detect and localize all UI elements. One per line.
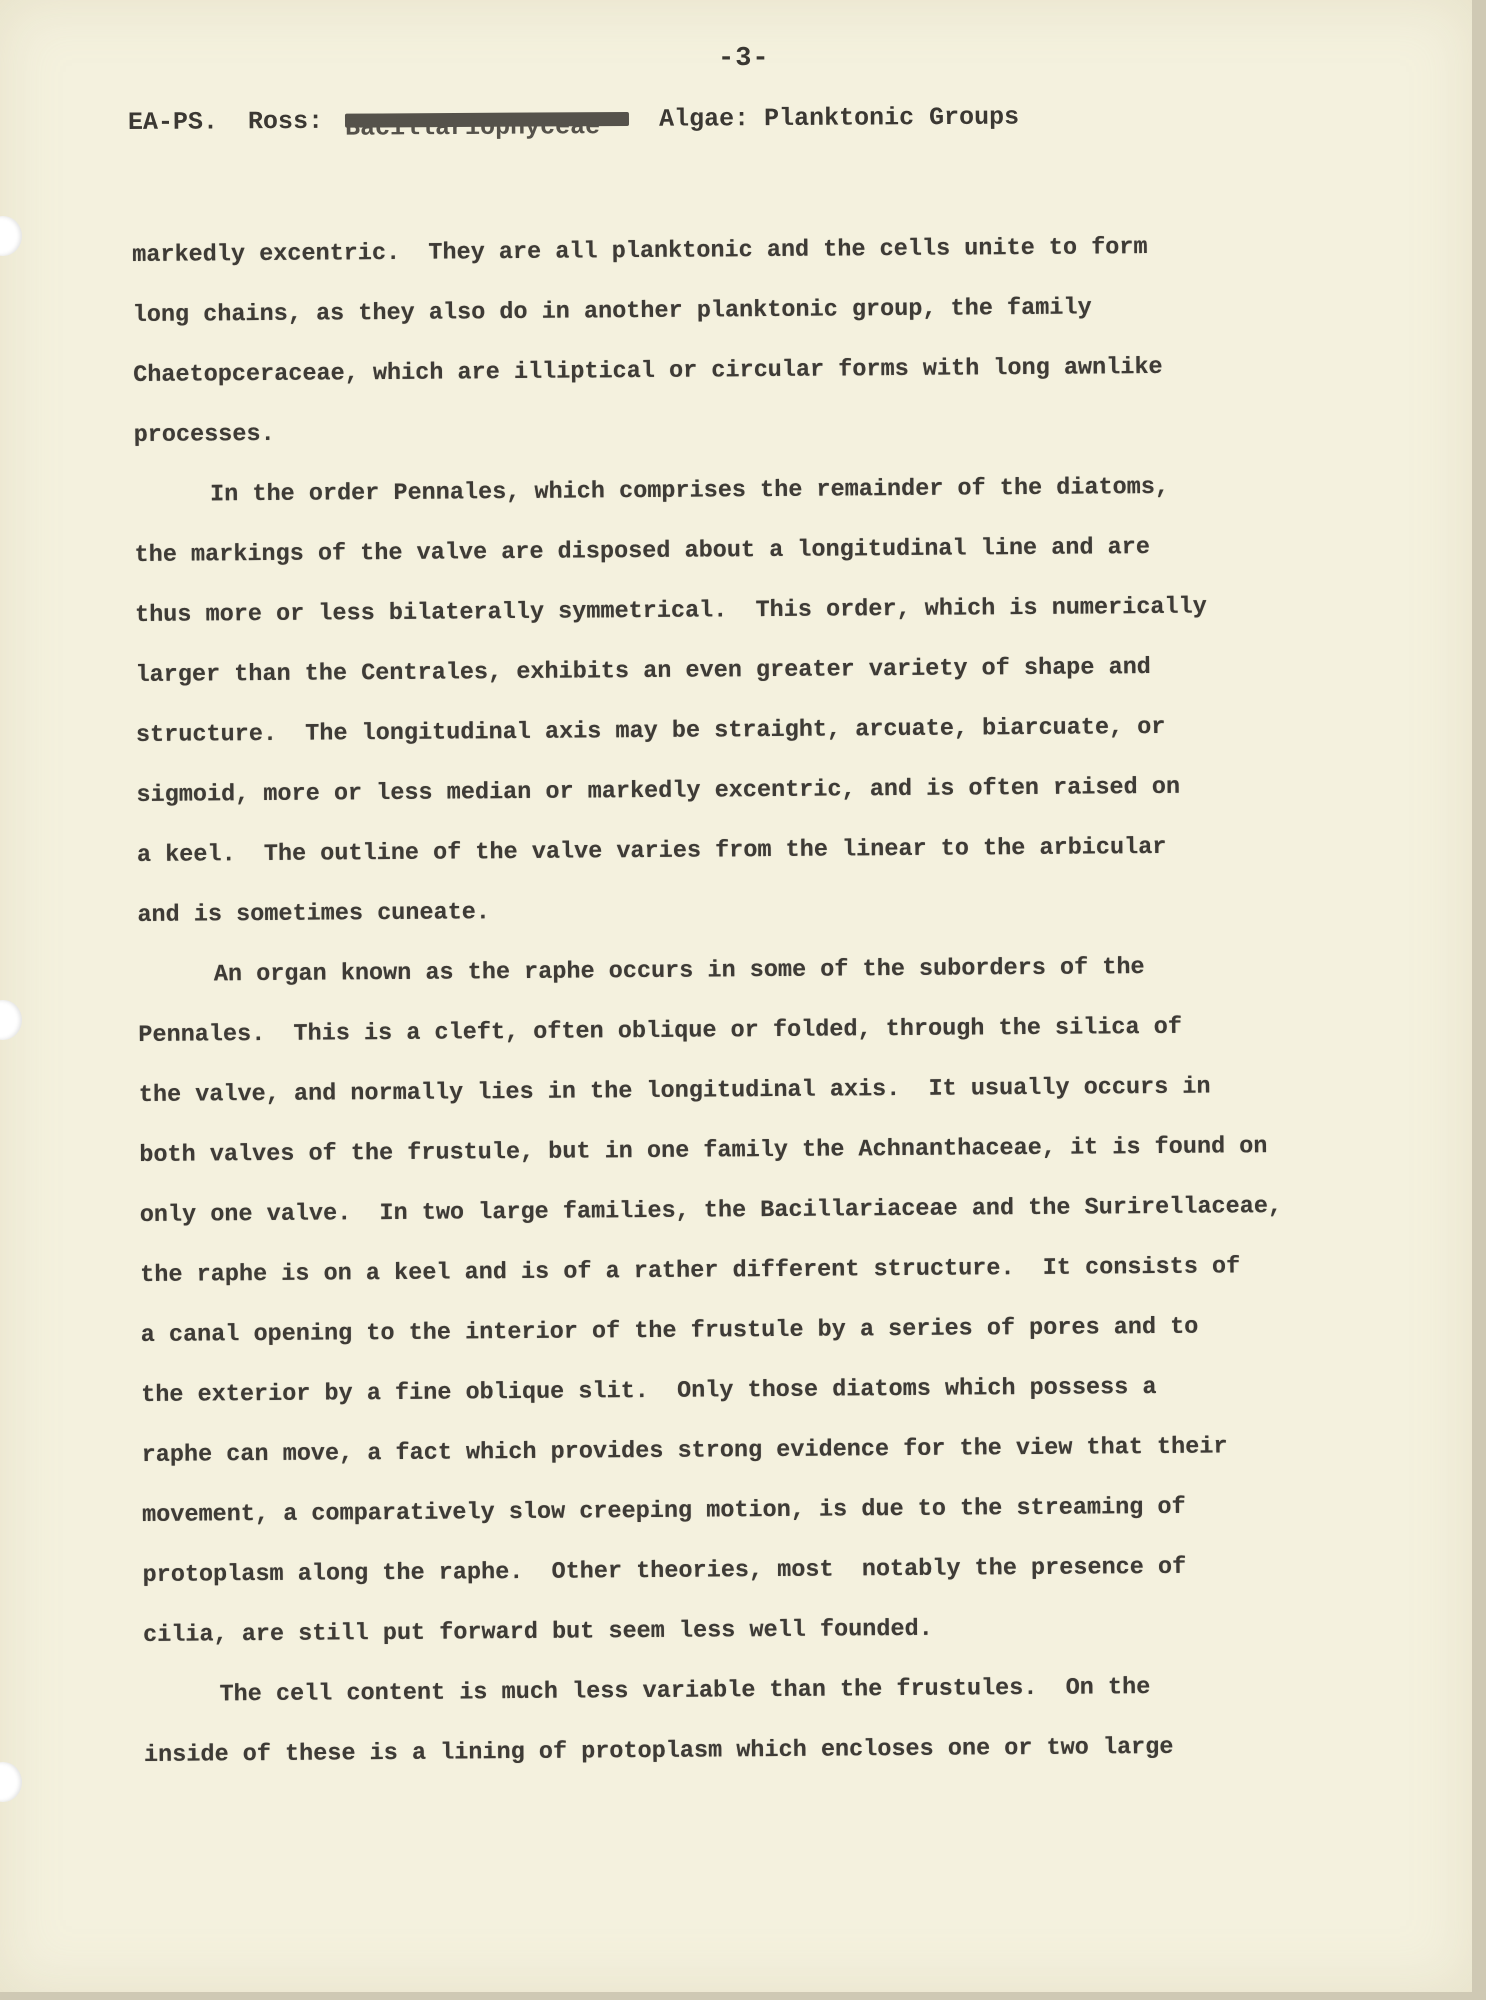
header-prefix: EA-PS. Ross: [127, 106, 324, 137]
text-line: both valves of the frustule, but in one family the Achnanthaceae, it is found on [139, 1133, 1268, 1169]
punch-hole [0, 1762, 22, 1802]
text-line: processes. [133, 420, 275, 449]
running-header [127, 102, 1020, 144]
text-line: protoplasm along the raphe. Other theories, most notably the presence of [142, 1553, 1187, 1589]
page-number: -3- [718, 44, 770, 74]
header-title: Algae: Planktonic Groups [658, 102, 1020, 134]
text-line: inside of these is a lining of protoplasm which encloses one or two large [143, 1733, 1174, 1769]
text-line: the raphe is on a keel and is of a rather different structure. It consists of [140, 1253, 1241, 1289]
text-line: structure. The longitudinal axis may be straight, arcuate, biarcuate, or [135, 713, 1166, 749]
text-line: movement, a comparatively slow creeping motion, is due to the streaming of [142, 1493, 1186, 1529]
text-line: a canal opening to the interior of the frustule by a series of pores and to [140, 1313, 1199, 1349]
text-line: larger than the Centrales, exhibits an even greater variety of shape and [135, 654, 1151, 689]
punch-hole [0, 216, 22, 256]
text-line: a keel. The outline of the valve varies from the linear to the arbicular [136, 833, 1167, 869]
text-line: thus more or less bilaterally symmetrical. This order, which is numerically [134, 593, 1207, 629]
text-line: cilia, are still put forward but seem less well founded. [142, 1615, 933, 1649]
text-line: and is sometimes cuneate. [137, 899, 491, 929]
text-line: sigmoid, more or less median or markedly excentric, and is often raised on [136, 773, 1181, 809]
text-line: markedly excentric. They are all planktonic and the cells unite to form [132, 234, 1148, 269]
text-line: the valve, and normally lies in the longitudinal axis. It usually occurs in [138, 1073, 1211, 1109]
text-line: In the order Pennales, which comprises the remainder of the diatoms, [210, 473, 1170, 509]
struck-out-word: Bacillariophyceae [345, 112, 629, 128]
page-edge [1472, 0, 1486, 2000]
text-line: raphe can move, a fact which provides strong evidence for the view that their [141, 1433, 1228, 1469]
text-line: Pennales. This is a cleft, often oblique or folded, through the silica of [138, 1013, 1183, 1049]
text-line: Chaetopceraceae, which are illiptical or circular forms with long awnlike [133, 353, 1163, 389]
text-line: the markings of the valve are disposed about a longitudinal line and are [134, 534, 1151, 569]
text-line: An organ known as the raphe occurs in some of the suborders of the [213, 954, 1145, 989]
page-bottom-edge [0, 1992, 1486, 2000]
text-line: long chains, as they also do in another planktonic group, the family [132, 294, 1092, 329]
punch-hole [0, 1000, 22, 1040]
text-line: only one valve. In two large families, the Bacillariaceae and the Surirellaceae, [139, 1192, 1283, 1229]
text-line: the exterior by a fine oblique slit. Only those diatoms which possess a [141, 1373, 1157, 1409]
text-line: The cell content is much less variable than the frustules. On the [219, 1674, 1151, 1709]
body-text [132, 216, 1434, 1786]
